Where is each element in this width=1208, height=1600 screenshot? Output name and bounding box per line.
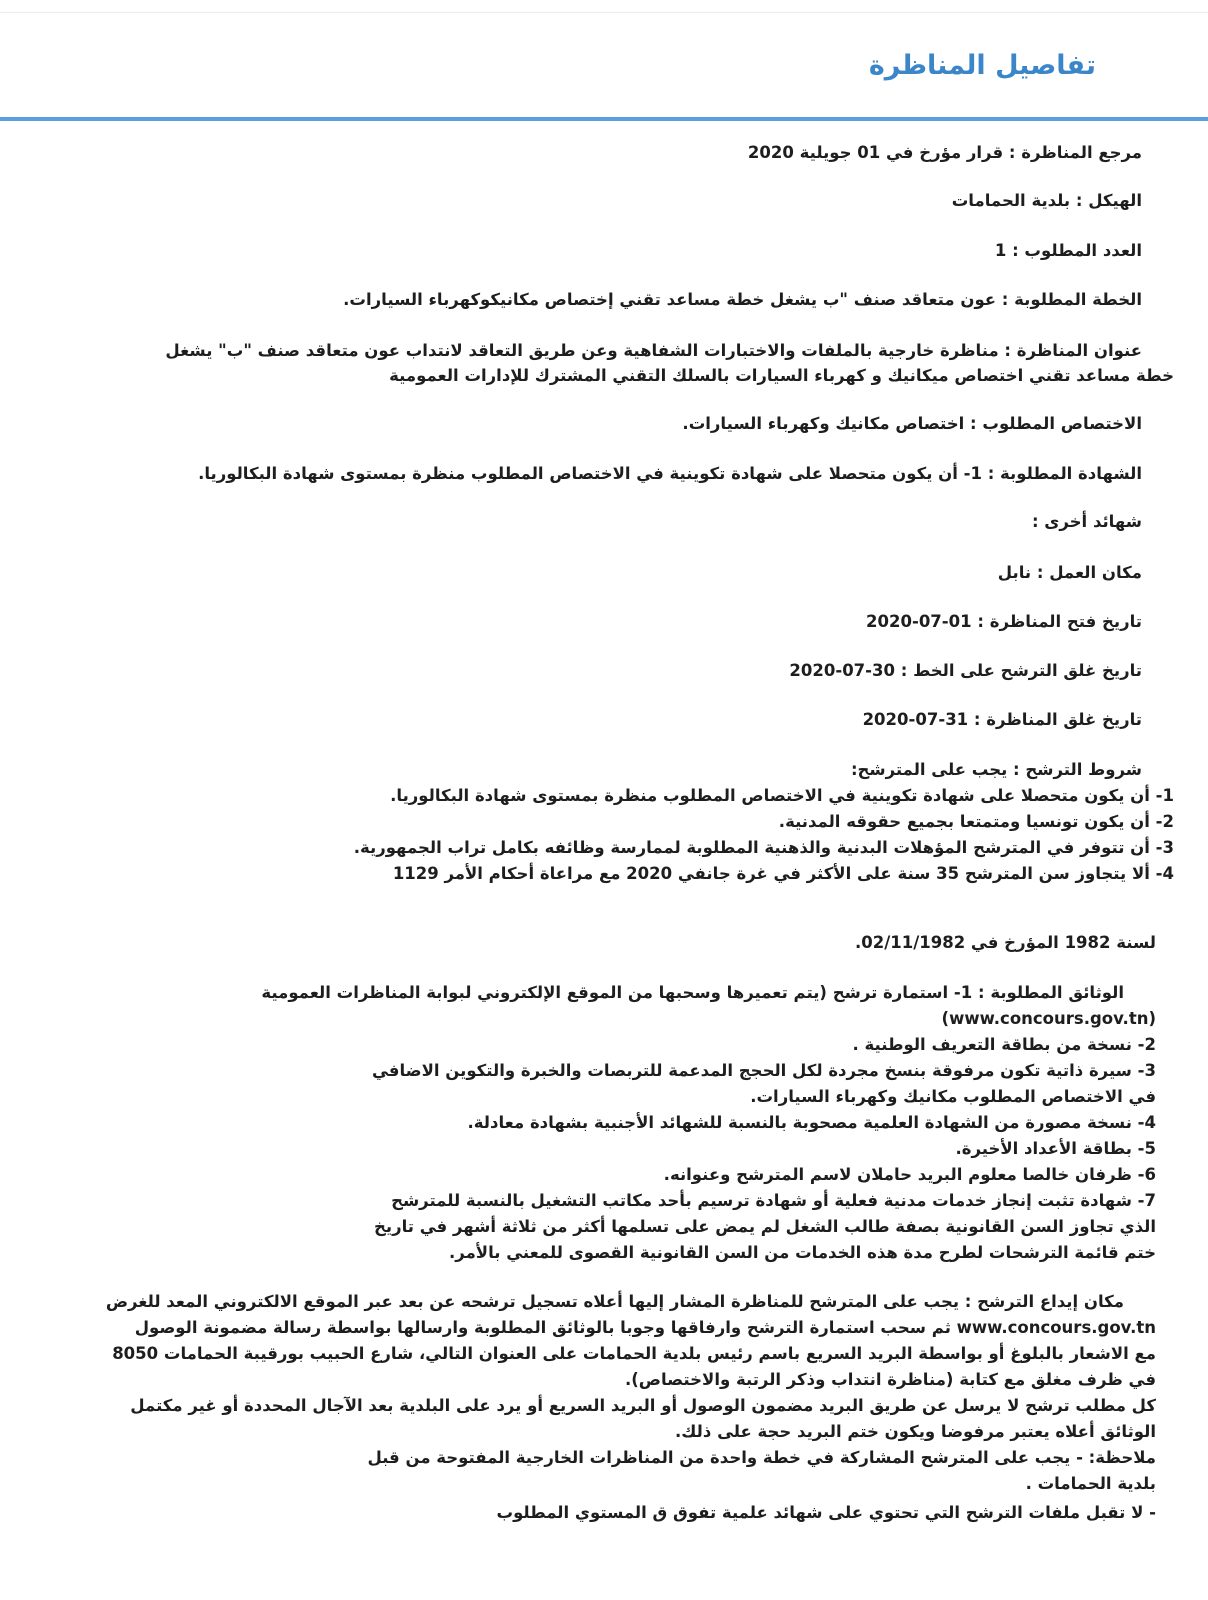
page-title: تفاصيل المناظرة: [868, 50, 1096, 81]
submission-line-1: مكان إيداع الترشح : يجب على المترشح للمناظرة المشار إليها أعلاه تسجيل ترشحه عن بعد عبر الموقع الالكتروني المعد للغرض: [105, 1292, 1124, 1311]
close-date-line: تاريخ غلق المناظرة : 31-07-2020: [862, 710, 1142, 729]
degree-line: الشهادة المطلوبة : 1- أن يكون متحصلا على شهادة تكوينية في الاختصاص المطلوب منظرة بمستوى شهادة البكالوريا.: [198, 464, 1142, 483]
count-line: العدد المطلوب : 1: [994, 241, 1142, 260]
specialty-line: الاختصاص المطلوب : اختصاص مكانيك وكهرباء السيارات.: [682, 414, 1142, 433]
title-underline: [0, 117, 1208, 121]
submission-line-2: www.concours.gov.tn ثم سحب استمارة الترشح وارفاقها وجوبا بالوثائق المطلوبة وارسالها بواسطة رسالة مضمونة الوصول: [134, 1318, 1156, 1337]
documents-line-1: الوثائق المطلوبة : 1- استمارة ترشح (يتم تعميرها وسحبها من الموقع الإلكتروني لبوابة المناظرات العمومية: [261, 983, 1124, 1002]
documents-line-6: 5- بطاقة الأعداد الأخيرة.: [955, 1139, 1156, 1158]
condition-item: 1- أن يكون متحصلا على شهادة تكوينية في الاختصاص المطلوب منظرة بمستوى شهادة البكالوريا.: [390, 786, 1174, 805]
reference-line: مرجع المناظرة : قرار مؤرخ في 01 جويلية 2020: [747, 143, 1142, 162]
condition-item: 4- ألا يتجاوز سن المترشح 35 سنة على الأكثر في غرة جانفي 2020 مع مراعاة أحكام الأمر 1129: [392, 864, 1174, 883]
competition-title-line-2: خطة مساعد تقني اختصاص ميكانيك و كهرباء السيارات بالسلك التقني المشترك للإدارات العمومية: [389, 366, 1174, 385]
documents-line-2: 2- نسخة من بطاقة التعريف الوطنية .: [852, 1035, 1156, 1054]
top-border: [0, 12, 1208, 13]
other-degrees-line: شهائد أخرى :: [1031, 512, 1142, 531]
note-line-2: بلدية الحمامات .: [1025, 1474, 1156, 1493]
condition-item: 2- أن يكون تونسيا ومتمتعا بجميع حقوقه المدنية.: [778, 812, 1174, 831]
submission-line-3: مع الاشعار بالبلوغ أو بواسطة البريد السريع باسم رئيس بلدية الحمامات على العنوان التالي، شارع الحبيب بورقيبة الحمامات 8050: [112, 1344, 1156, 1363]
note-line-3: - لا تقبل ملفات الترشح التي تحتوي على شهائد علمية تفوق ق المستوي المطلوب: [496, 1503, 1156, 1522]
position-line: الخطة المطلوبة : عون متعاقد صنف "ب يشغل خطة مساعد تقني إختصاص مكانيكوكهرباء السيارات.: [343, 290, 1142, 309]
open-date-line: تاريخ فتح المناظرة : 01-07-2020: [866, 612, 1142, 631]
condition-item: 3- أن تتوفر في المترشح المؤهلات البدنية والذهنية المطلوبة لممارسة وظائفه بكامل تراب الجمهورية.: [353, 838, 1174, 857]
documents-line-5: 4- نسخة مصورة من الشهادة العلمية مصحوبة بالنسبة للشهائد الأجنبية بشهادة معادلة.: [467, 1113, 1156, 1132]
submission-line-6: الوثائق أعلاه يعتبر مرفوضا ويكون ختم البريد حجة على ذلك.: [675, 1422, 1156, 1441]
workplace-line: مكان العمل : نابل: [997, 563, 1142, 582]
portal-url: (www.concours.gov.tn): [941, 1009, 1156, 1028]
submission-line-4: في ظرف مغلق مع كتابة (مناظرة انتداب وذكر الرتبة والاختصاص).: [624, 1370, 1156, 1389]
note-line-1: ملاحظة: - يجب على المترشح المشاركة في خطة واحدة من المناظرات الخارجية المفتوحة من قبل: [367, 1448, 1156, 1467]
documents-line-4: في الاختصاص المطلوب مكانيك وكهرباء السيارات.: [750, 1087, 1156, 1106]
online-close-date-line: تاريخ غلق الترشح على الخط : 30-07-2020: [789, 661, 1142, 680]
documents-line-9: الذي تجاوز السن القانونية بصفة طالب الشغل لم يمض على تسلمها أكثر من ثلاثة أشهر في تاريخ: [374, 1217, 1156, 1236]
decree-line: لسنة 1982 المؤرخ في 02/11/1982.: [855, 933, 1156, 952]
conditions-heading: شروط الترشح : يجب على المترشح:: [850, 760, 1142, 779]
documents-line-8: 7- شهادة تثبت إنجاز خدمات مدنية فعلية أو شهادة ترسيم بأحد مكاتب التشغيل بالنسبة للمترشح: [391, 1191, 1156, 1210]
competition-title-line-1: عنوان المناظرة : مناظرة خارجية بالملفات والاختبارات الشفاهية وعن طريق التعاقد لانتداب عون متعاقد صنف "ب" يشغل: [165, 341, 1142, 360]
structure-line: الهيكل : بلدية الحمامات: [951, 191, 1142, 210]
documents-line-7: 6- ظرفان خالصا معلوم البريد حاملان لاسم المترشح وعنوانه.: [663, 1165, 1156, 1184]
documents-line-10: ختم قائمة الترشحات لطرح مدة هذه الخدمات من السن القانونية القصوى للمعني بالأمر.: [449, 1243, 1156, 1262]
submission-line-5: كل مطلب ترشح لا يرسل عن طريق البريد مضمون الوصول أو البريد السريع أو يرد على البلدية بعد الآجال المحددة أو غير مكتمل: [130, 1396, 1156, 1415]
documents-line-3: 3- سيرة ذاتية تكون مرفوقة بنسخ مجردة لكل الحجج المدعمة للتربصات والخبرة والتكوين الاضافي: [371, 1061, 1156, 1080]
